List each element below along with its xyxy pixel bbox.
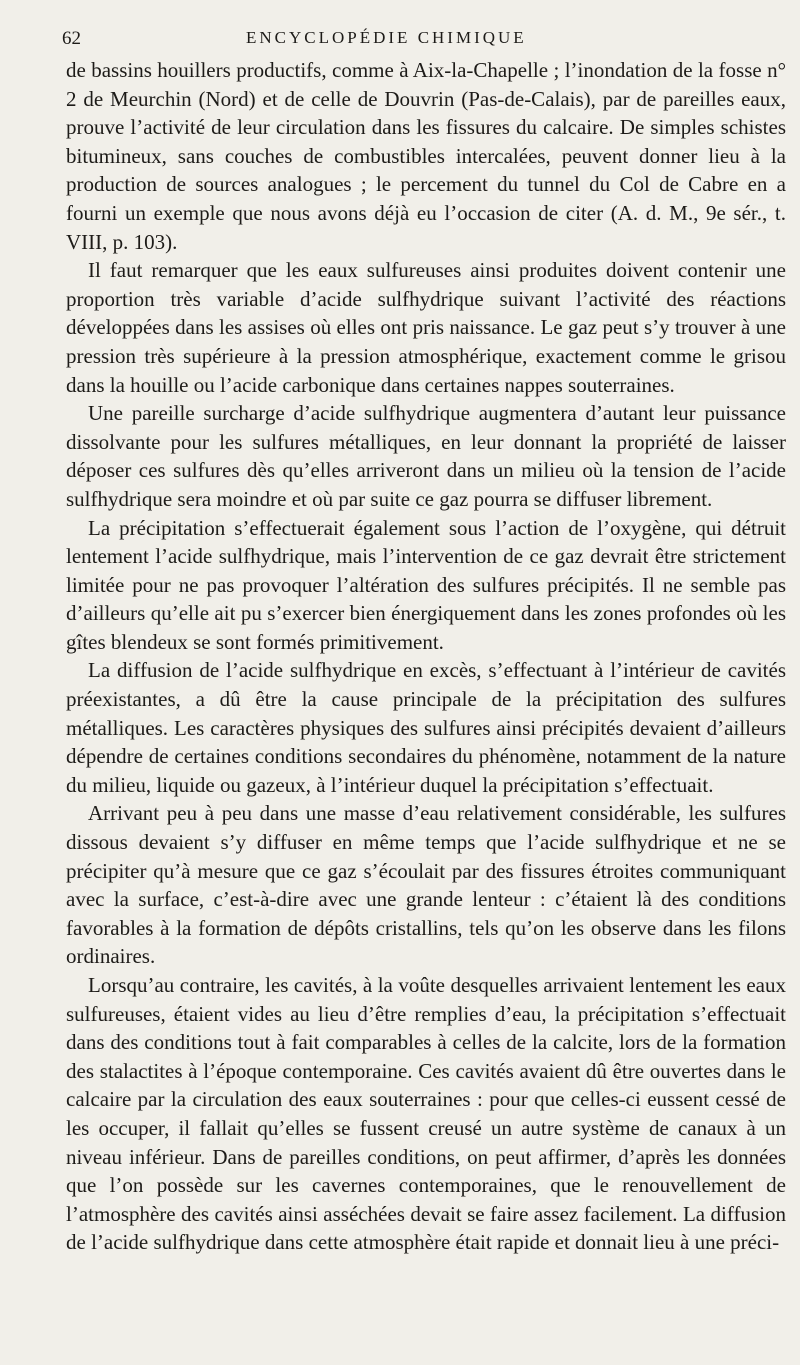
paragraph: Il faut remarquer que les eaux sulfureuses ainsi produites doivent contenir une proportion très variable d’acide sulfhydrique suivant l’activité des réactions développées dans les assises où elles ont pris naissance. Le gaz peut s’y trouver à une pression très supérieure à la pression atmosphérique, exactement comme le grisou dans la houille ou l’acide carbonique dans certaines nappes souterraines. — [66, 258, 786, 397]
page-header — [62, 22, 786, 56]
body-text — [66, 56, 786, 1257]
page-number: 62 — [62, 28, 81, 49]
paragraph: La diffusion de l’acide sulfhydrique en excès, s’effectuant à l’intérieur de cavités préexistantes, a dû être la cause principale de la précipitation des sulfures métalliques. Les caractères physiques des sulfures ainsi précipités devaient d’ailleurs dépendre de certaines conditions secondaires du phénomène, notamment de la nature du milieu, liquide ou gazeux, à l’intérieur duquel la précipitation s’effectuait. — [66, 658, 786, 797]
paragraph: Lorsqu’au contraire, les cavités, à la voûte desquelles arrivaient lentement les eaux sulfureuses, étaient vides au lieu d’être remplies d’eau, la précipitation s’effectuait dans des conditions tout à fait comparables à celles de la calcite, lors de la formation des stalactites à l’époque contemporaine. Ces cavités avaient dû être ouvertes dans le calcaire par la circulation des eaux souterraines : pour que celles-ci eussent cessé de les occuper, il fallait qu’elles se fussent creusé un autre système de canaux à un niveau inférieur. Dans de pareilles conditions, on peut affirmer, d’après les données que l’on possède sur les cavernes contemporaines, que le renouvellement de l’atmosphère des cavités ainsi asséchées devait se faire assez facilement. La diffusion de l’acide sulfhydrique dans cette atmosphère était rapide et donnait lieu à une préci- — [66, 973, 786, 1255]
paragraph: La précipitation s’effectuerait également sous l’action de l’oxygène, qui détruit lentement l’acide sulfhydrique, mais l’intervention de ce gaz devrait être strictement limitée pour ne pas provoquer l’altération des sulfures précipités. Il ne semble pas d’ailleurs qu’elle ait pu s’exercer bien énergiquement dans les zones profondes où les gîtes blendeux se sont formés primitivement. — [66, 515, 786, 654]
paragraph: Une pareille surcharge d’acide sulfhydrique augmentera d’autant leur puissance dissolvante pour les sulfures métalliques, en leur donnant la propriété de laisser déposer ces sulfures dès qu’elles arriveront dans un milieu où la tension de l’acide sulfhydrique sera moindre et où par suite ce gaz pourra se diffuser librement. — [66, 401, 786, 511]
running-head: ENCYCLOPÉDIE CHIMIQUE — [246, 28, 527, 47]
paragraph: de bassins houillers productifs, comme à Aix-la-Chapelle ; l’inondation de la fosse n° 2 de Meurchin (Nord) et de celle de Douvrin (Pas-de-Calais), par de pareilles eaux, prouve l’activité de leur circulation dans les fissures du calcaire. De simples schistes bitumineux, sans couches de combustibles intercalées, peuvent donner lieu à la production de sources analogues ; le percement du tunnel du Col de Cabre en a fourni un exemple que nous avons déjà eu l’occasion de citer (A. d. M., 9e sér., t. VIII, p. 103). — [66, 58, 786, 254]
paragraph: Arrivant peu à peu dans une masse d’eau relativement considérable, les sulfures dissous devaient s’y diffuser en même temps que l’acide sulfhydrique et ne se précipiter qu’à mesure que ce gaz s’écoulait par des fissures étroites communiquant avec la surface, c’est-à-dire avec une grande lenteur : c’étaient là des conditions favorables à la formation de dépôts cristallins, tels qu’on les observe dans les filons ordinaires. — [66, 801, 786, 969]
